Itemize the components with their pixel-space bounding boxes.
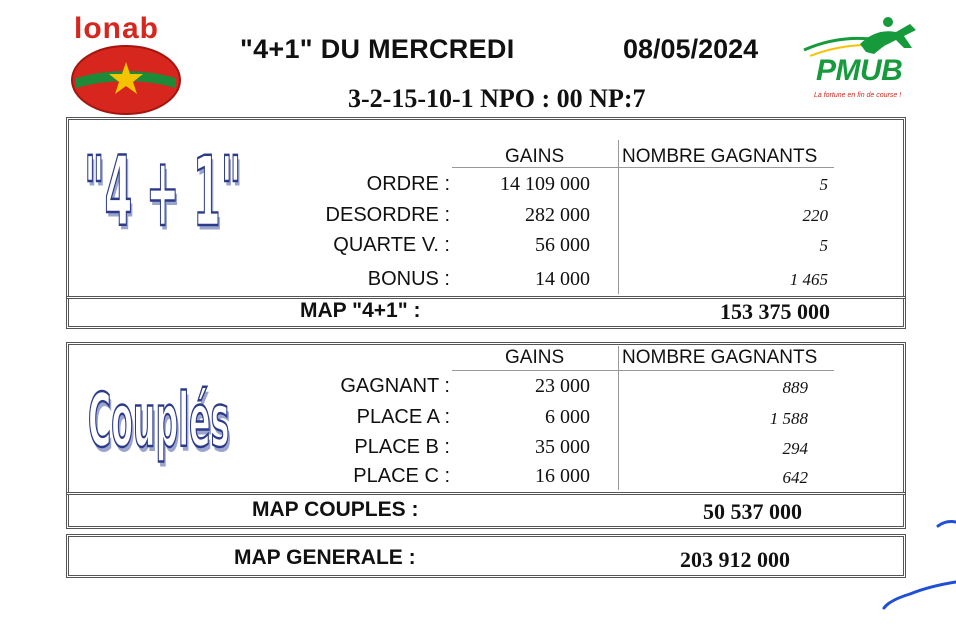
row-winners: 1 465: [789, 270, 828, 289]
map-couples-value: 50 537 000: [703, 499, 802, 524]
row-label: ORDRE :: [366, 173, 450, 195]
lonab-logo-text: lonab: [74, 12, 159, 45]
row-gains: 14 109 000: [500, 173, 590, 195]
lonab-emblem-icon: [70, 44, 182, 116]
row-winners: 294: [782, 439, 808, 458]
row-winners: 5: [819, 175, 828, 194]
row-gains: 282 000: [525, 204, 590, 226]
col-gains-header: GAINS: [505, 146, 565, 167]
row-winners: 889: [782, 378, 808, 397]
col-winners-header: NOMBRE GAGNANTS: [622, 347, 818, 368]
column-divider: [618, 140, 619, 294]
row-gains: 14 000: [535, 268, 590, 290]
map-general-label: MAP GENERALE :: [234, 546, 416, 569]
ink-scribble-icon: [880, 510, 956, 620]
col-winners-header: NOMBRE GAGNANTS: [622, 146, 818, 167]
map-couples-label: MAP COUPLES :: [252, 498, 419, 521]
row-label: DESORDRE :: [325, 204, 450, 226]
row-gains: 35 000: [535, 436, 590, 458]
map-general-value: 203 912 000: [680, 547, 790, 572]
row-label: PLACE C :: [353, 465, 450, 487]
row-gains: 56 000: [535, 234, 590, 256]
big-41-label: "4 + 1": [84, 138, 242, 249]
row-gains: 23 000: [535, 375, 590, 397]
row-winners: 5: [819, 236, 828, 255]
row-winners: 1 588: [769, 409, 808, 428]
row-label: GAGNANT :: [340, 375, 450, 397]
row-winners: 220: [802, 206, 828, 225]
row-winners: 642: [782, 468, 808, 487]
pmub-logo-text: PMUB: [816, 54, 903, 87]
column-divider: [618, 346, 619, 490]
row-gains: 16 000: [535, 465, 590, 487]
pmub-logo: [800, 14, 930, 106]
row-label: QUARTE V. :: [333, 234, 450, 256]
header-underline: [452, 370, 834, 371]
row-label: BONUS :: [367, 268, 450, 290]
pmub-slogan: La fortune en fin de course !: [814, 92, 902, 99]
big-couples-label: Couplés: [88, 378, 230, 465]
col-gains-header: GAINS: [505, 347, 565, 368]
page-title: "4+1" DU MERCREDI: [240, 34, 515, 64]
row-gains: 6 000: [545, 406, 590, 428]
map-41-value: 153 375 000: [720, 299, 830, 324]
lonab-logo: [66, 10, 186, 110]
row-label: PLACE B :: [354, 436, 450, 458]
row-label: PLACE A :: [356, 406, 450, 428]
result-line: 3-2-15-10-1 NPO : 00 NP:7: [348, 84, 646, 113]
draw-date: 08/05/2024: [623, 34, 759, 64]
header-underline: [452, 167, 834, 168]
map-41-label: MAP "4+1" :: [300, 299, 421, 322]
